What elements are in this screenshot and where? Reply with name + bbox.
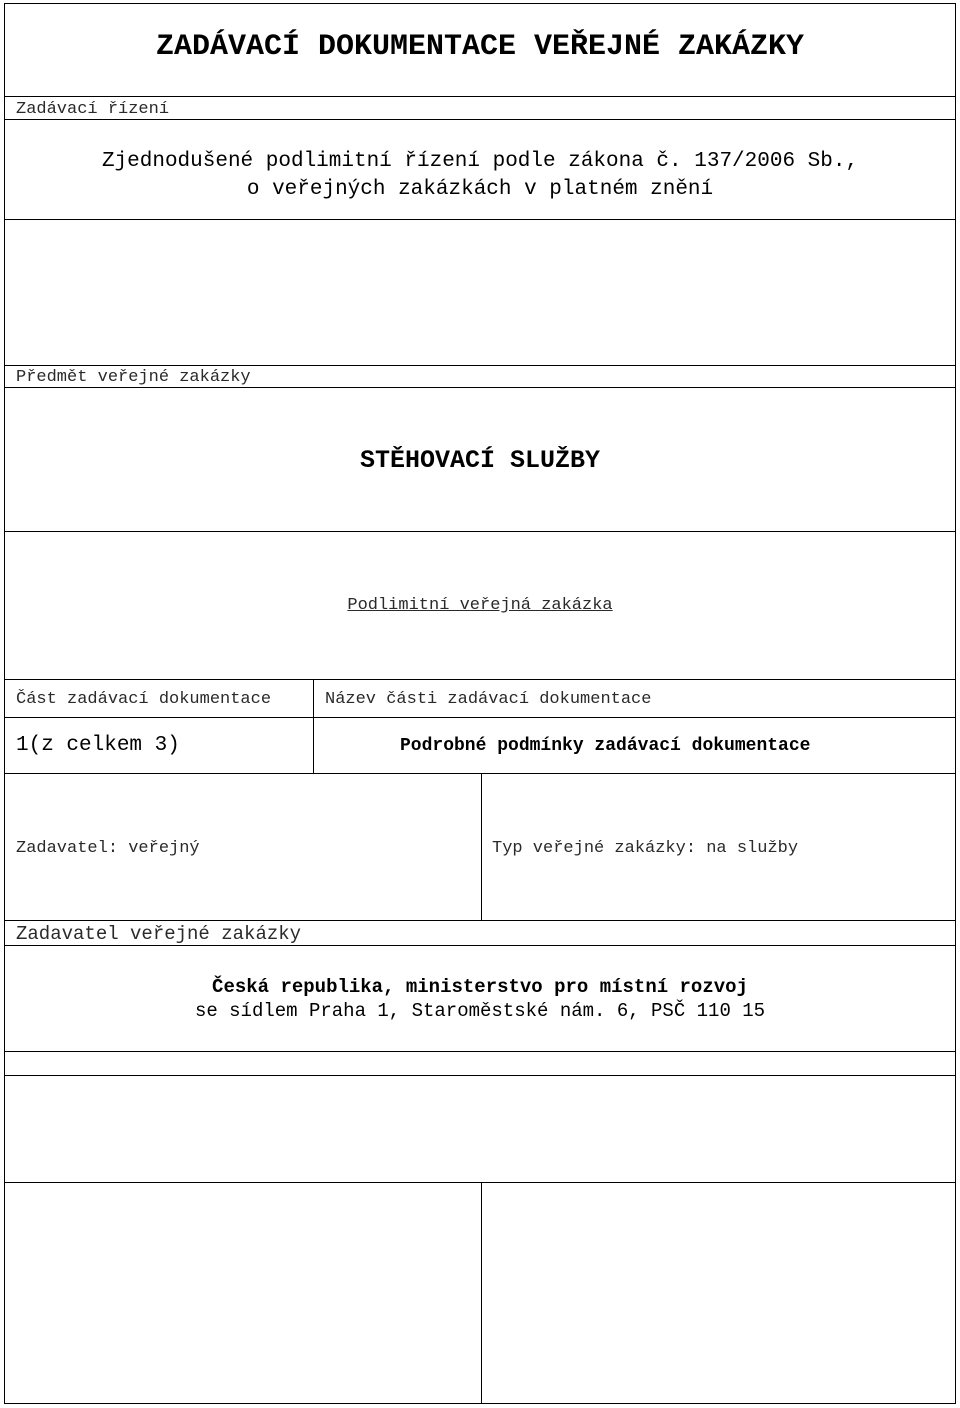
divider: [5, 1051, 955, 1052]
divider: [313, 679, 314, 773]
part-name-label: Název části zadávací dokumentace: [325, 690, 652, 709]
subject-label: Předmět veřejné zakázky: [16, 368, 251, 387]
contract-type: Podlimitní veřejná zakázka: [347, 596, 613, 615]
part-value: 1(z celkem 3): [16, 734, 180, 757]
divider: [5, 1182, 955, 1183]
document-form: [4, 3, 956, 1404]
document-title: ZADÁVACÍ DOKUMENTACE VEŘEJNÉ ZAKÁZKY: [155, 30, 805, 64]
divider: [5, 945, 955, 946]
procedure-line-2: o veřejných zakázkách v platném znění: [246, 178, 714, 201]
authority-type: Zadavatel: veřejný: [16, 839, 200, 858]
divider: [5, 679, 955, 680]
procedure-line-1: Zjednodušené podlimitní řízení podle zákona č. 137/2006 Sb.,: [101, 150, 859, 173]
authority-label: Zadavatel veřejné zakázky: [16, 923, 302, 945]
divider: [5, 96, 955, 97]
divider: [5, 531, 955, 532]
part-label: Část zadávací dokumentace: [16, 690, 272, 709]
divider: [5, 1075, 955, 1076]
divider: [5, 119, 955, 120]
part-name-value: Podrobné podmínky zadávací dokumentace: [400, 736, 811, 756]
authority-name: Česká republika, ministerstvo pro místní rozvoj: [212, 976, 748, 998]
divider: [5, 717, 955, 718]
subject-value: STĚHOVACÍ SLUŽBY: [359, 446, 601, 475]
procedure-label: Zadávací řízení: [16, 100, 170, 119]
divider: [481, 773, 482, 920]
divider: [5, 920, 955, 921]
divider: [5, 219, 955, 220]
authority-address: se sídlem Praha 1, Staroměstské nám. 6, PSČ 110 15: [194, 1000, 766, 1022]
divider: [5, 365, 955, 366]
divider: [5, 387, 955, 388]
contract-category: Typ veřejné zakázky: na služby: [492, 839, 799, 858]
divider: [5, 773, 955, 774]
divider: [481, 1182, 482, 1404]
